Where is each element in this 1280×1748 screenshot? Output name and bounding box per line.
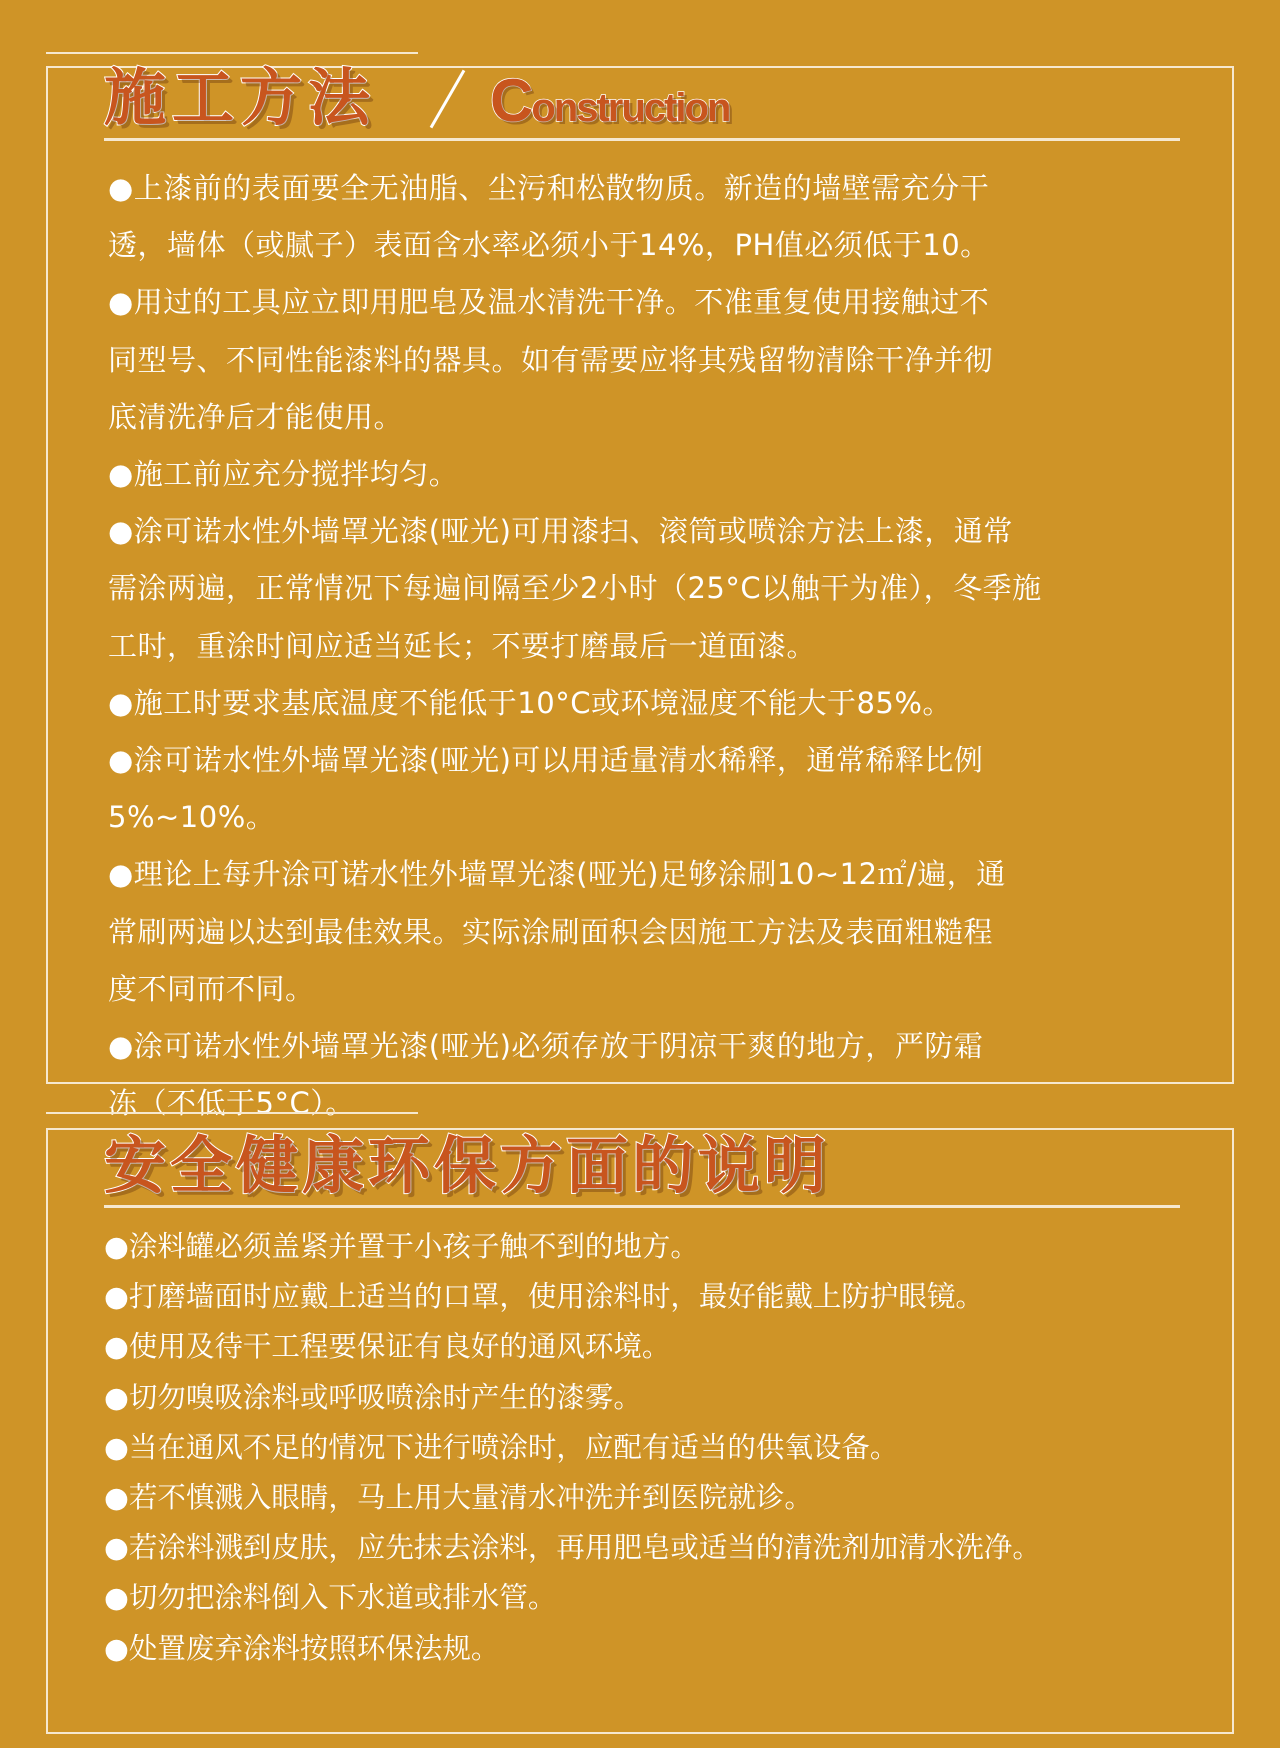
list-item: 需涂两遍，正常情况下每遍间隔至少2小时（25°C以触干为准），冬季施: [108, 571, 1042, 606]
list-item: 冻（不低于5°C）。: [108, 1086, 355, 1121]
safety-title-cn: 安全健康环保方面的说明: [104, 1129, 831, 1202]
list-item: ●理论上每升涂可诺水性外墙罩光漆(哑光)足够涂刷10~12㎡/遍，通: [108, 857, 1006, 892]
list-item: ●涂可诺水性外墙罩光漆(哑光)必须存放于阴凉干爽的地方，严防霜: [108, 1029, 984, 1064]
list-item: ●使用及待干工程要保证有良好的通风环境。: [104, 1330, 671, 1364]
safety-tab-line: [46, 1112, 418, 1114]
list-item: 透，墙体（或腻子）表面含水率必须小于14%，PH值必须低于10。: [108, 228, 990, 263]
list-item: 工时，重涂时间应适当延长；不要打磨最后一道面漆。: [108, 628, 817, 663]
construction-tab-line: [46, 52, 418, 54]
list-item: 5%~10%。: [108, 800, 276, 835]
list-item: ●若涂料溅到皮肤，应先抹去涂料，再用肥皂或适当的清洗剂加清水洗净。: [104, 1531, 1041, 1565]
list-item: 常刷两遍以达到最佳效果。实际涂刷面积会因施工方法及表面粗糙程: [108, 914, 994, 949]
list-item: ●施工前应充分搅拌均匀。: [108, 457, 459, 492]
safety-instructions-list: [104, 1222, 1041, 1674]
construction-heading-rule: [104, 138, 1180, 141]
list-item: ●涂可诺水性外墙罩光漆(哑光)可以用适量清水稀释，通常稀释比例: [108, 743, 984, 778]
list-item: ●切勿嗅吸涂料或呼吸喷涂时产生的漆雾。: [104, 1380, 642, 1414]
list-item: 度不同而不同。: [108, 971, 315, 1006]
list-item: ●用过的工具应立即用肥皂及温水清洗干净。不准重复使用接触过不: [108, 285, 990, 320]
list-item: ●当在通风不足的情况下进行喷涂时，应配有适当的供氧设备。: [104, 1430, 899, 1464]
safety-heading-rule: [104, 1205, 1180, 1208]
list-item: ●施工时要求基底温度不能低于10°C或环境湿度不能大于85%。: [108, 685, 952, 720]
construction-instructions-list: [108, 160, 1042, 1132]
construction-title-cn: 施工方法: [104, 61, 377, 134]
list-item: ●切勿把涂料倒入下水道或排水管。: [104, 1581, 557, 1615]
list-item: ●上漆前的表面要全无油脂、尘污和松散物质。新造的墙壁需充分干: [108, 171, 990, 205]
list-item: 底清洗净后才能使用。: [108, 399, 404, 434]
construction-title-en-rest: onstruction: [531, 86, 730, 130]
construction-title-en-initial: C: [490, 67, 532, 134]
list-item: ●打磨墙面时应戴上适当的口罩，使用涂料时，最好能戴上防护眼镜。: [104, 1280, 984, 1314]
list-item: ●涂可诺水性外墙罩光漆(哑光)可用漆扫、滚筒或喷涂方法上漆，通常: [108, 514, 1013, 549]
list-item: ●涂料罐必须盖紧并置于小孩子触不到的地方。: [104, 1230, 699, 1263]
list-item: ●处置废弃涂料按照环保法规。: [104, 1631, 500, 1665]
list-item: 同型号、不同性能漆料的器具。如有需要应将其残留物清除干净并彻: [108, 342, 994, 377]
list-item: ●若不慎溅入眼睛，马上用大量清水冲洗并到医院就诊。: [104, 1481, 813, 1515]
